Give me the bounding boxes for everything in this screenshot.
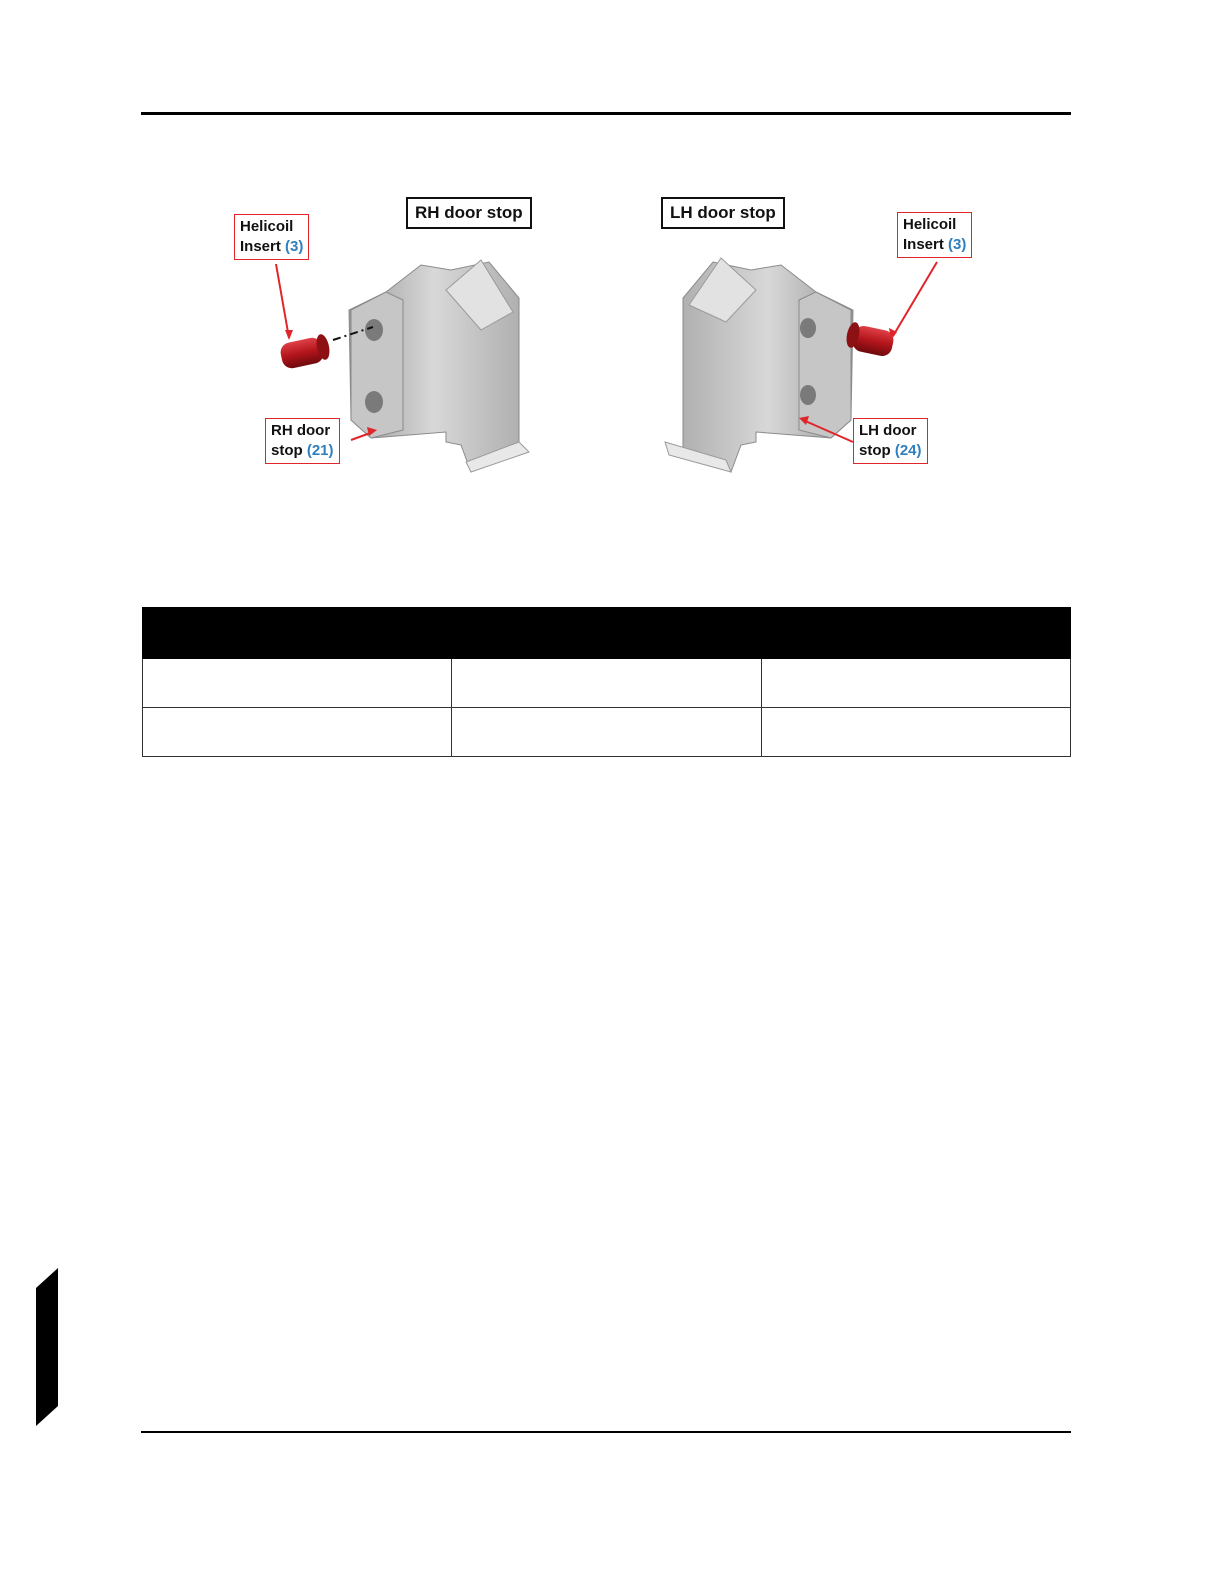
lh-helicoil-ref: (3) [948,236,967,253]
lh-door-stop-part [665,258,853,472]
rh-helicoil-line1: Helicoil [240,218,294,235]
rh-door-stop-callout [265,418,340,464]
door-stop-figure [141,180,1071,500]
table-cell [143,708,452,757]
parts-table [142,607,1071,757]
table-cell [761,708,1070,757]
rh-helicoil-ref: (3) [285,238,304,255]
table-cell [452,708,761,757]
table-cell [452,659,761,708]
lh-door-stop-title: LH door stop [661,197,785,229]
header-rule [141,112,1071,115]
lh-stop-line1: LH door [859,422,917,439]
section-tab-marker [36,1268,58,1426]
rh-stop-ref: (21) [306,442,334,459]
table-header-cell [143,608,452,659]
footer-rule [141,1431,1071,1433]
rh-door-stop-part [349,260,529,472]
lh-stop-ref: (24) [894,442,922,459]
table-header-row [143,608,1071,659]
lh-helicoil-line2: Insert [903,236,944,253]
table-header-cell [761,608,1070,659]
lh-door-stop-callout [853,418,928,464]
lh-stop-line2: stop [859,442,891,459]
lh-helicoil-line1: Helicoil [903,216,957,233]
table-cell [143,659,452,708]
table-row [143,708,1071,757]
table-header-cell [452,608,761,659]
rh-helicoil-line2: Insert [240,238,281,255]
rh-stop-line1: RH door [271,422,331,439]
lh-helicoil-callout [897,212,972,258]
rh-door-stop-title: RH door stop [406,197,532,229]
table-cell [761,659,1070,708]
table-row [143,659,1071,708]
rh-helicoil-callout [234,214,309,260]
rh-stop-line2: stop [271,442,303,459]
